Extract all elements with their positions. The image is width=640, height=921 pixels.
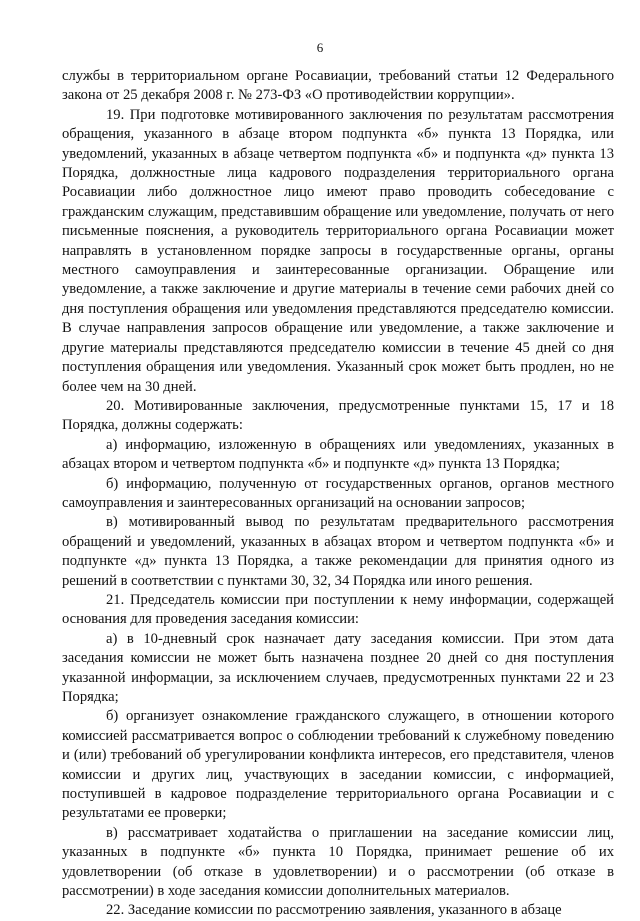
paragraph: а) информацию, изложенную в обращениях или уведомлениях, указанных в абзацах втором и четвертом подпункта «б» и подпункте «д» пункта 13 Порядка; — [62, 436, 614, 473]
paragraph: 19. При подготовке мотивированного заключения по результатам рассмотрения обращения, указанного в абзаце втором подпункта «б» пункта 13 Порядка, или уведомлений, указанных в абзаце четвертом подпункта «б» и подпункта «д» пункта 13 Порядка, должностные лица кадрового подразделения территориального органа Росавиации либо должностное лицо имеют право проводить собеседование с гражданским служащим, представившим обращение или уведомление, получать от него письменные пояснения, а руководитель территориального органа Росавиации может направлять в установленном порядке запросы в государственные органы, органы местного самоуправления и заинтересованные организации. Обращение или уведомление, а также заключение и другие материалы в течение семи рабочих дней со дня поступления обращения или уведомления представляются председателю комиссии. В случае направления запросов обращение или уведомление, а также заключение и другие материалы представляются председателю комиссии в течение 45 дней со дня поступления обращения или уведомления. Указанный срок может быть продлен, но не более чем на 30 дней. — [62, 106, 614, 395]
paragraph: б) организует ознакомление гражданского служащего, в отношении которого комиссией рассматривается вопрос о соблюдении требований к служебному поведению и (или) требований об урегулировании конфликта интересов, его представителя, членов комиссии и других лиц, участвующих в заседании комиссии, с информацией, поступившей в кадровое подразделение территориального органа Росавиации и с результатами ее проверки; — [62, 708, 614, 822]
paragraph: службы в территориальном органе Росавиации, требований статьи 12 Федерального закона от 25 декабря 2008 г. № 273-ФЗ «О противодействии коррупции». — [62, 68, 614, 104]
page-number: 6 — [316, 40, 324, 55]
document-body — [62, 67, 614, 921]
paragraph: 21. Председатель комиссии при поступлении к нему информации, содержащей основания для проведения заседания комиссии: — [62, 591, 614, 628]
paragraph: 22. Заседание комиссии по рассмотрению заявления, указанного в абзаце — [106, 902, 562, 919]
paragraph: а) в 10-дневный срок назначает дату заседания комиссии. При этом дата заседания комиссии не может быть назначена позднее 20 дней со дня поступления указанной информации, за исключением случаев, предусмотренных пунктами 22 и 23 Порядка; — [62, 630, 614, 705]
paragraph: 20. Мотивированные заключения, предусмотренные пунктами 15, 17 и 18 Порядка, должны содержать: — [62, 397, 614, 434]
paragraph: б) информацию, полученную от государственных органов, органов местного самоуправления и заинтересованных организаций на основании запросов; — [62, 475, 614, 511]
paragraph: в) мотивированный вывод по результатам предварительного рассмотрения обращений и уведомлений, указанных в абзацах втором и четвертом подпункта «б» и подпункте «д» пункта 13 Порядка, а также рекомендации для принятия одного из решений в соответствии с пунктами 30, 32, 34 Порядка или иного решения. — [62, 514, 614, 589]
paragraph: в) рассматривает ходатайства о приглашении на заседание комиссии лиц, указанных в подпункте «б» пункта 10 Порядка, принимает решение об их удовлетворении (об отказе в удовлетворении) и о рассмотрении (об отказе в рассмотрении) в ходе заседания комиссии дополнительных материалов. — [62, 824, 614, 900]
